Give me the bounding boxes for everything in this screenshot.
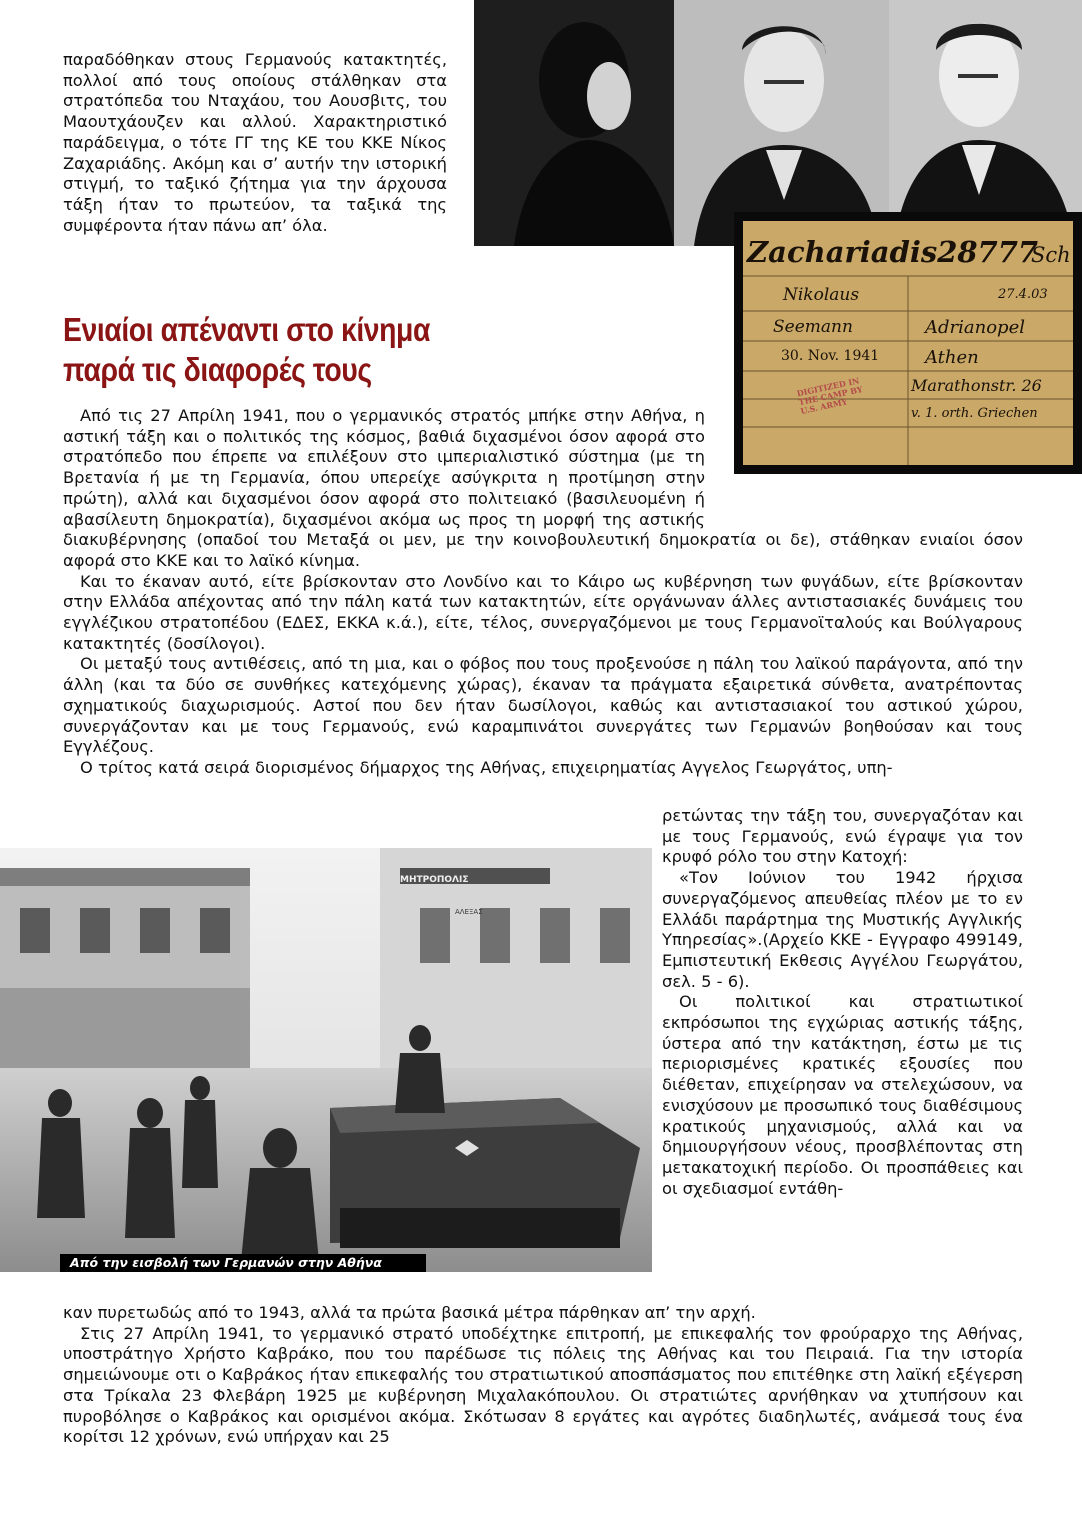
card-number: 28777 xyxy=(937,235,1039,269)
card-city: Athen xyxy=(925,347,979,368)
card-surname: Zachariadis xyxy=(747,235,938,269)
intro-paragraph: παραδόθηκαν στους Γερμανούς κατακτητές, πολλοί από τους οποίους στάλθηκαν στα στρατόπεδα του Νταχάου, του Αουσβιτς, του Μαουτχάουζεν και αλλού. Χαρακτηριστικό παράδειγμα, ο τότε ΓΓ της ΚΕ του ΚΚΕ Νίκος Ζαχαριάδης. Ακόμη και σ’ αυτήν την ιστορική στιγμή, το ταξικό ζήτημα για την άρχουσα τάξη ήταν το πρωτεύον, τα ταξικά της συμφέροντα ήταν πάνω απ’ όλα. xyxy=(63,50,447,235)
heading-line-1: Ενιαίοι απέναντι στο κίνημα xyxy=(63,311,431,348)
paragraph-2: Και το έκαναν αυτό, είτε βρίσκονταν στο Λονδίνο και το Κάιρο ως κυβέρνηση των φυγάδων, είτε βρίσκονταν στην Ελλάδα απέχοντας από την πάλη κατά των κατακτητών, είτε οργάνωναν άλλες αντιστασιακές δυνάμεις του εγγλέζικου στρατοπέδου (ΕΔΕΣ, ΕΚΚΑ κ.ά.), είτε, τέλος, συνεργαζόμενοι με τους Γερμανοϊταλούς και Βούλγαρους κατακτητές (δοσίλογοι). xyxy=(63,571,1023,653)
heading-line-2: παρά τις διαφορές τους xyxy=(63,351,372,388)
bottom-text-block xyxy=(63,1303,1023,1448)
main-text-block xyxy=(63,406,1023,779)
section-heading xyxy=(63,310,430,390)
card-mark: Sch xyxy=(1031,243,1071,267)
card-first-name: Nikolaus xyxy=(783,285,860,305)
paragraph-5-start: Οι πολιτικοί και στρατιωτικοί εκπρόσωποι της εγχώριας αστικής τάξης, ύστερα από την κατάκτηση, έστω με τις περιορισμένες κρατικές εξουσίες που διέθεταν, επιχείρησαν να στελεχώσουν, να ενισχύσουν με προσωπικό τους διαθέσιμους κρατικούς μηχανισμούς, αλλά και να δημιουργήσουν νέους, προσβλέποντας στη μετακατοχική περίοδο. Οι προσπάθειες και οι σχεδιασμοί εντάθη- xyxy=(662,992,1023,1198)
street-image xyxy=(0,848,652,1272)
photo-sign: ΜΗΤΡΟΠΟΛΙΣ xyxy=(400,875,469,885)
paragraph-4-start: Ο τρίτος κατά σειρά διορισμένος δήμαρχος της Αθήνας, επιχειρηματίας Αγγελος Γεωργάτος, υπη- xyxy=(80,757,893,777)
photo-sign-2: ΑΛΕΞΑΣ xyxy=(455,908,483,916)
card-stamp: DIGITIZED IN THE CAMP BY U.S. ARMY xyxy=(795,375,864,417)
card-arrival-date: 30. Nov. 1941 xyxy=(781,348,880,364)
paragraph-4-continued: ρετώντας την τάξη του, συνεργαζόταν και με τους Γερμανούς, ενώ έγραψε για τον κρυφό ρόλο του στην Κατοχή: xyxy=(662,806,1023,867)
mugshot-image xyxy=(474,0,1082,246)
card-birth-date: 27.4.03 xyxy=(998,287,1048,302)
street-photo xyxy=(0,848,652,1272)
paragraph-6: Στις 27 Απρίλη 1941, το γερμανικό στρατό υποδέχτηκε επιτροπή, με επικεφαλής τον φρούραρχο της Αθήνας, υποστράτηγο Χρήστο Καβράκο, που του παρέδωσε τις πόλεις της Αθήνας και του Πειραιά. Για την ιστορία σημειώνουμε οτι ο Καβράκος ήταν επικεφαλής του στρατιωτικού αποσπάσματος που επιτέθηκε στη λαϊκή εξέγερση στα Τρίκαλα 23 Φλεβάρη 1925 με κυβέρνηση Μιχαλακόπουλου. Οι στρατιώτες αρνήθηκαν να χτυπήσουν και πυροβόλησε ο Καβράκος και ορισμένοι ακόμα. Σκότωσαν 8 εργάτες και αγρότες διαδηλωτές, ανάμεσά τους ένα κορίτσι 12 χρόνων, ενώ υπήρχαν και 25 xyxy=(63,1323,1023,1447)
card-religion: v. 1. orth. Griechen xyxy=(911,406,1038,421)
paragraph-1: Από τις 27 Απρίλη 1941, που ο γερμανικός στρατός μπήκε στην Αθήνα, η αστική τάξη και ο πολιτικός της κόσμος, βαθιά διχασμένοι όσον αφορά στο στρατόπεδο που έπρεπε να επιλέξουν στο ιμπεριαλιστικό σύστημα (με τη Βρετανία ή με τη Γερμανία, όπου υπερείχε ασύγκριτα η προτίμηση στην πρώτη), αλλά και διχασμένοι όσον αφορά στο πολιτειακό (βασιλευομένη ή αβασίλευτη δημοκρατία), διχασμένοι ακόμα ως προς τη μορφή της αστικής διακυβέρνησης (οπαδοί του Μεταξά οι μεν, με την κοινοβουλευτική δημοκρατία οι δε), στάθηκαν ενιαίοι όσον αφορά στο ΚΚΕ και το λαϊκό κίνημα. xyxy=(63,406,1023,570)
card-street: Marathonstr. 26 xyxy=(911,376,1042,395)
card-surname-row xyxy=(747,235,1038,269)
paragraph-5-end: καν πυρετωδώς από το 1943, αλλά τα πρώτα βασικά μέτρα πάρθηκαν απ’ την αρχή. xyxy=(63,1303,756,1322)
card-birth-place: Adrianopel xyxy=(925,317,1025,338)
photo-caption: Από την εισβολή των Γερμανών στην Αθήνα xyxy=(60,1254,426,1272)
quote-paragraph: «Τον Ιούνιον του 1942 ήρχισα συνεργαζόμενος απευθείας πλέον με το εν Ελλάδι παράρτημα της Μυστικής Αγγλικής Υπηρεσίας».(Αρχείο ΚΚΕ - Εγγραφο 499149, Εμπιστευτική Εκθεσις Αγγέλου Γεωργάτου, σελ. 5 - 6). xyxy=(662,868,1023,991)
right-column xyxy=(662,806,1023,1199)
intro-text-column xyxy=(63,50,447,236)
card-wrap-spacer xyxy=(705,406,1023,516)
paragraph-3: Οι μεταξύ τους αντιθέσεις, από τη μια, και ο φόβος που τους προξενούσε η πάλη του λαϊκού παράγοντα, από την άλλη (και τα δύο σε συνθήκες κατεχόμενης χώρας), έκαναν τα πράγματα εξαιρετικά σύνθετα, ανατρέποντας σχηματικούς διαχωρισμούς. Αστοί που δεν ήταν δωσίλογοι, καθώς και αντιστασιακοί του αστικού χώρου, συνεργάζονταν και με τους Γερμανούς, ενώ καραμπινάτοι συνεργάτες των Γερμανών βοηθούσαν και τους Εγγλέζους. xyxy=(63,654,1023,757)
mugshot-photo xyxy=(474,0,1082,246)
card-occupation: Seemann xyxy=(773,317,853,337)
